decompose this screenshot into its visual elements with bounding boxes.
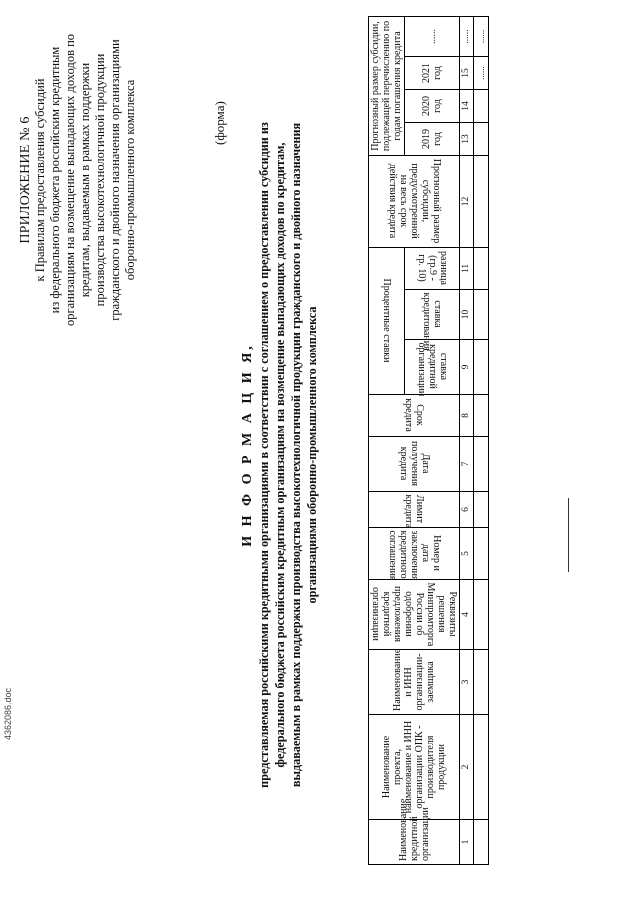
column-number: 9 [460,340,474,395]
table-cell: ...... [474,16,489,56]
table-cell [474,650,489,715]
column-number: 1 [460,820,474,865]
document-title: И Н Ф О Р М А Ц И Я, [240,343,255,547]
table-cell [474,528,489,580]
appendix-line: кредитам, выдаваемым в рамках поддержки [78,62,92,298]
header-row [369,16,405,864]
col-header-rate-diff: разница (гр.9 - гр. 10) [405,247,460,289]
table-cell [474,247,489,289]
column-number: 11 [460,247,474,289]
col-header-year: 2020 год [405,89,460,122]
appendix-line: производства высокотехнологичной продукции [93,53,107,307]
col-header-rate-credit: ставка кредитования [405,290,460,340]
col-header-limit: Лимит кредита [369,492,460,528]
appendix-number: ПРИЛОЖЕНИЕ № 6 [18,116,33,244]
subtitle-line: организациями оборонно-промышленного комплекса [305,306,319,604]
col-header-term: Срок кредита [369,395,460,437]
table-cell [474,89,489,122]
column-number: 4 [460,580,474,650]
column-number: 5 [460,528,474,580]
col-header-year: ...... [405,16,460,56]
col-header-rates: Процентные ставки [369,247,405,394]
column-number: 15 [460,56,474,89]
table-cell: ...... [474,56,489,89]
appendix-line: оборонно-промышленного комплекса [123,79,137,281]
col-header-year: 2021 год [405,56,460,89]
table-cell [474,395,489,437]
table-cell [474,715,489,820]
column-number: 7 [460,437,474,492]
table-cell [474,580,489,650]
col-header-receipt-date: Дата получения кредита [369,437,460,492]
column-number: 8 [460,395,474,437]
table-cell [474,820,489,865]
file-name-label [3,590,143,740]
column-number: 6 [460,492,474,528]
table-cell [474,155,489,247]
subtitle-line: представляемая российскими кредитными организациями в соответствии с соглашением о предоставлении субсидии из [257,122,271,788]
col-header-project: Наименование проекта, наименование и ИНН организации ОПК - производителя продукции [369,715,460,820]
column-number-row [460,16,474,864]
appendix-line: гражданского и двойного назначения организациями [108,39,122,321]
column-number: 12 [460,155,474,247]
document-subtitle [256,40,320,870]
appendix-header [18,15,138,345]
col-header-creditor: Наименование кредитной организации [369,820,460,865]
subtitle-line: выдаваемым в рамках поддержки производства высокотехнологичной продукции гражданского и двойного назначения [289,122,303,788]
file-name-text: 4362086.doc [3,687,13,740]
appendix-line: к Правилам предоставления субсидий [33,78,47,282]
table-row [474,16,489,864]
col-header-borrower: Наименование и ИНН организации-заемщика [369,650,460,715]
column-number: 13 [460,122,474,155]
appendix-line: организациям на возмещение выпадающих доходов по [63,33,77,327]
column-number: ...... [460,16,474,56]
col-header-agreement: Номер и дата заключения кредитного соглашения [369,528,460,580]
appendix-line: из федерального бюджета российским кредитным [48,46,62,314]
table-cell [474,122,489,155]
col-header-year: 2019 год [405,122,460,155]
column-number: 10 [460,290,474,340]
col-header-rate-bank: ставка кредитной организации [405,340,460,395]
column-number: 3 [460,650,474,715]
table-cell [474,340,489,395]
col-header-forecast-total: Прогнозный размер субсидии, предусмотренной на весь срок действия кредита [369,155,460,247]
col-header-forecast-years: Прогнозный размер субсидии, подлежащей перечислению по годам погашения кредита [369,16,405,155]
table-cell [474,437,489,492]
table-cell [474,492,489,528]
table-cell [474,290,489,340]
horizontal-rule [568,498,569,572]
col-header-ministry-decision: Реквизиты решения Минпромторга России об одобрении предложения кредитной организации [369,580,460,650]
form-label: (форма) [212,101,227,145]
info-table [368,16,489,865]
subtitle-line: федерального бюджета российским кредитным организациям на возмещение выпадающих доходов по кредитам, [273,142,287,768]
column-number: 14 [460,89,474,122]
column-number: 2 [460,715,474,820]
